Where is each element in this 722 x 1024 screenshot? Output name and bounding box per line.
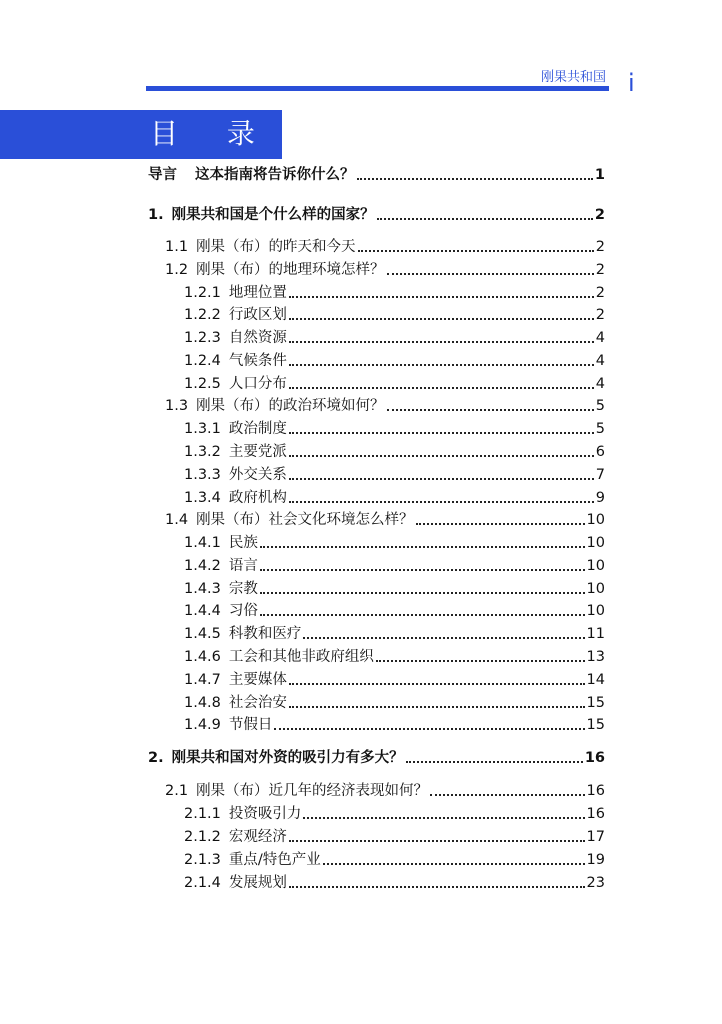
toc-entry-page: 16 [584, 750, 605, 766]
toc-entry-number: 1.4.7 [184, 672, 221, 688]
toc-entry-number: 2.1.4 [184, 875, 221, 891]
toc-entry-page: 5 [595, 398, 605, 414]
toc-entry[interactable] [184, 714, 605, 736]
toc-entry-title: 刚果（布）近几年的经济表现如何？ [196, 783, 429, 799]
dot-leader [289, 454, 594, 457]
toc-entry[interactable] [165, 236, 605, 258]
dot-leader [387, 272, 594, 275]
toc-entry[interactable] [184, 350, 605, 372]
toc-entry-number: 1.3 [165, 398, 189, 414]
toc-entry-page: 2 [595, 285, 605, 301]
toc-entry-title: 主要媒体 [228, 672, 287, 688]
toc-entry-number: 1.4.6 [184, 649, 221, 665]
toc-entry-title: 投资吸引力 [228, 806, 302, 822]
toc-entry-number: 2.1.2 [184, 829, 221, 845]
toc-entry[interactable] [184, 327, 605, 349]
toc-entry-page: 14 [586, 672, 605, 688]
toc-entry-title: 政治制度 [228, 421, 287, 437]
toc-entry[interactable] [184, 464, 605, 486]
dot-leader [430, 793, 584, 796]
toc-entry[interactable] [165, 259, 605, 281]
toc-entry-title: 气候条件 [228, 353, 287, 369]
toc-entry-page: 10 [586, 558, 605, 574]
dot-leader [377, 217, 593, 220]
dot-leader [289, 477, 594, 480]
toc-entry-title: 重点/特色产业 [228, 852, 321, 868]
toc-entry-page: 9 [595, 490, 605, 506]
toc-entry-number: 1.2 [165, 262, 189, 278]
toc-entry[interactable] [184, 532, 605, 554]
toc-entry-page: 10 [586, 581, 605, 597]
dot-leader [416, 522, 585, 525]
dot-leader [323, 862, 585, 865]
toc-entry[interactable] [184, 692, 605, 714]
toc-entry[interactable] [148, 164, 605, 186]
toc-entry-title: 刚果（布）的昨天和今天 [196, 239, 356, 255]
toc-entry-title: 刚果（布）的政治环境如何？ [196, 398, 385, 414]
dot-leader [376, 659, 585, 662]
toc-entry-number: 2.1 [165, 783, 189, 799]
toc-entry-page: 5 [595, 421, 605, 437]
toc-entry[interactable] [184, 441, 605, 463]
toc-entry[interactable] [165, 780, 605, 802]
toc-entry-title: 科教和医疗 [228, 626, 302, 642]
toc-entry[interactable] [184, 418, 605, 440]
dot-leader [260, 545, 585, 548]
toc-entry[interactable] [184, 487, 605, 509]
toc-entry-title: 节假日 [228, 717, 273, 733]
toc-entry-number: 1.4.9 [184, 717, 221, 733]
toc-entry[interactable] [184, 304, 605, 326]
toc-entry[interactable] [184, 373, 605, 395]
toc-entry-title: 宏观经济 [228, 829, 287, 845]
toc-entry-number: 1.3.2 [184, 444, 221, 460]
toc-entry-title: 宗教 [228, 581, 258, 597]
toc-entry-title: 外交关系 [228, 467, 287, 483]
toc-entry[interactable] [148, 747, 605, 769]
toc-entry-number: 1.2.5 [184, 376, 221, 392]
toc-entry-title: 习俗 [228, 603, 258, 619]
toc-entry[interactable] [184, 849, 605, 871]
toc-entry-page: 15 [586, 695, 605, 711]
toc-entry-page: 2 [595, 307, 605, 323]
toc-entry[interactable] [184, 282, 605, 304]
toc-entry-number: 2.1.3 [184, 852, 221, 868]
dot-leader [289, 682, 585, 685]
toc-entry[interactable] [184, 623, 605, 645]
toc-entry-number: 1.4.3 [184, 581, 221, 597]
toc-entry-number: 1.4.2 [184, 558, 221, 574]
toc-entry-number: 1.4.4 [184, 603, 221, 619]
page-number: i [628, 69, 635, 97]
toc-entry-number: 1.4.8 [184, 695, 221, 711]
toc-entry-number: 2.1.1 [184, 806, 221, 822]
toc-entry-page: 6 [595, 444, 605, 460]
dot-leader [260, 613, 585, 616]
toc-entry-page: 15 [586, 717, 605, 733]
toc-entry-number: 1.4 [165, 512, 189, 528]
toc-entry-page: 19 [586, 852, 605, 868]
dot-leader [260, 591, 585, 594]
toc-entry[interactable] [184, 826, 605, 848]
toc-entry-title: 这本指南将告诉你什么？ [195, 167, 355, 183]
toc-entry-page: 10 [586, 603, 605, 619]
toc-entry-title: 刚果（布）的地理环境怎样？ [196, 262, 385, 278]
toc-entry[interactable] [184, 646, 605, 668]
toc-entry-number: 1.3.4 [184, 490, 221, 506]
toc-entry[interactable] [184, 803, 605, 825]
toc-entry[interactable] [184, 669, 605, 691]
toc-entry-number: 1.2.2 [184, 307, 221, 323]
dot-leader [289, 317, 594, 320]
toc-entry-title: 地理位置 [228, 285, 287, 301]
toc-entry-page: 2 [595, 239, 605, 255]
toc-entry-number: 1.1 [165, 239, 189, 255]
dot-leader [274, 727, 584, 730]
toc-entry-page: 16 [586, 783, 605, 799]
toc-entry[interactable] [184, 600, 605, 622]
toc-entry-title: 主要党派 [228, 444, 287, 460]
toc-entry-page: 11 [586, 626, 605, 642]
dot-leader [289, 386, 594, 389]
toc-entry-page: 23 [586, 875, 605, 891]
toc-entry-title: 语言 [228, 558, 258, 574]
toc-entry[interactable] [184, 555, 605, 577]
toc-entry[interactable] [165, 509, 605, 531]
toc-entry-title: 人口分布 [228, 376, 287, 392]
toc-entry-title: 自然资源 [228, 330, 287, 346]
toc-heading: 目 录 [150, 117, 275, 150]
dot-leader [303, 816, 584, 819]
toc-entry-number: 导言 [148, 167, 177, 183]
toc-entry-title: 刚果（布）社会文化环境怎么样？ [196, 512, 414, 528]
toc-entry[interactable] [184, 578, 605, 600]
toc-entry-number: 1.2.3 [184, 330, 221, 346]
dot-leader [260, 568, 585, 571]
toc-entry-title: 民族 [228, 535, 258, 551]
toc-entry-number: 1.3.3 [184, 467, 221, 483]
toc-entry-page: 10 [586, 512, 605, 528]
dot-leader [289, 839, 585, 842]
dot-leader [303, 636, 584, 639]
toc-entry-number: 1.2.1 [184, 285, 221, 301]
toc-entry-page: 1 [594, 167, 605, 183]
toc-entry-page: 4 [595, 330, 605, 346]
dot-leader [289, 500, 594, 503]
toc-entry-page: 4 [595, 376, 605, 392]
toc-entry-number: 1. [148, 207, 164, 223]
toc-entry-page: 10 [586, 535, 605, 551]
dot-leader [387, 408, 594, 411]
toc-entry-title: 政府机构 [228, 490, 287, 506]
dot-leader [289, 431, 594, 434]
dot-leader [289, 363, 594, 366]
toc-entry-title: 社会治安 [228, 695, 287, 711]
toc-entry[interactable] [184, 872, 605, 894]
toc-entry[interactable] [165, 395, 605, 417]
toc-entry-number: 2. [148, 750, 164, 766]
dot-leader [289, 340, 594, 343]
running-header-title: 刚果共和国 [540, 70, 606, 85]
toc-entry-page: 2 [595, 262, 605, 278]
dot-leader [289, 885, 585, 888]
dot-leader [358, 249, 594, 252]
toc-entry-page: 4 [595, 353, 605, 369]
dot-leader [289, 705, 585, 708]
toc-entry-title: 刚果共和国对外资的吸引力有多大？ [171, 750, 404, 766]
toc-entry-page: 7 [595, 467, 605, 483]
toc-entry-number: 1.4.5 [184, 626, 221, 642]
toc-entry-title: 工会和其他非政府组织 [228, 649, 374, 665]
toc-entry-page: 2 [594, 207, 605, 223]
dot-leader [289, 295, 594, 298]
toc-entry-number: 1.2.4 [184, 353, 221, 369]
toc-entry-number: 1.3.1 [184, 421, 221, 437]
toc-entry[interactable] [148, 204, 605, 226]
toc-entry-title: 行政区划 [228, 307, 287, 323]
toc-entry-title: 发展规划 [228, 875, 287, 891]
dot-leader [357, 177, 593, 180]
toc-entry-page: 13 [586, 649, 605, 665]
toc-entry-page: 17 [586, 829, 605, 845]
dot-leader [406, 760, 583, 763]
toc-entry-number: 1.4.1 [184, 535, 221, 551]
toc-entry-title: 刚果共和国是个什么样的国家？ [171, 207, 375, 223]
toc-entry-page: 16 [586, 806, 605, 822]
